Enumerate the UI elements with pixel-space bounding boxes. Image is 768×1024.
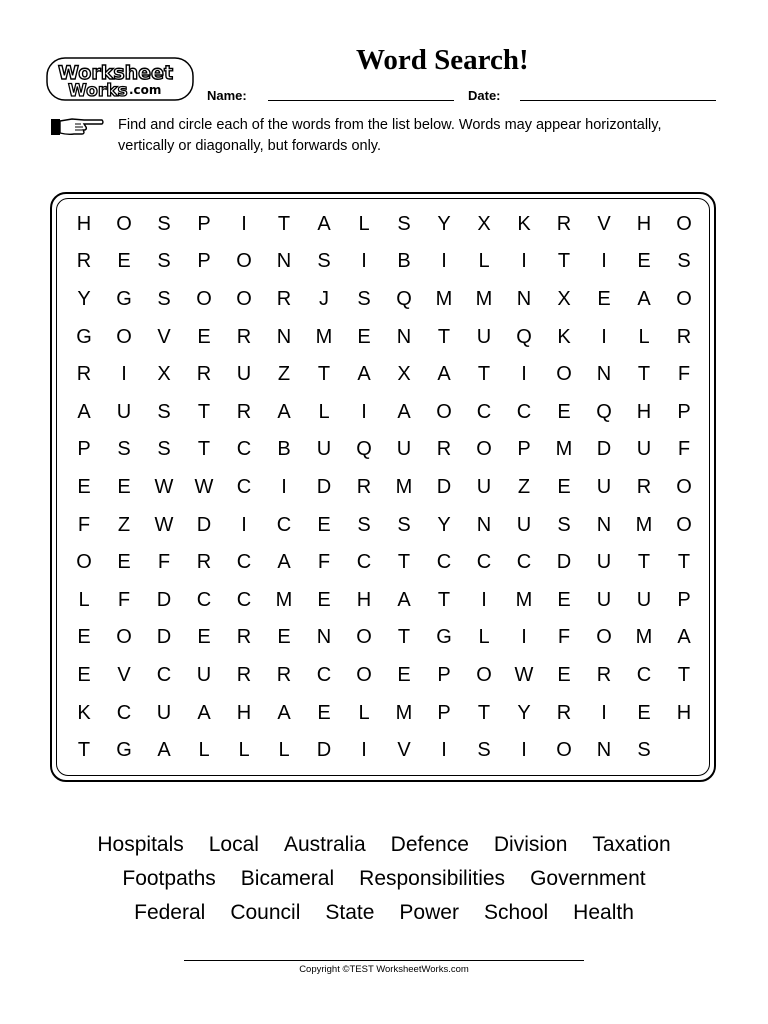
grid-cell[interactable]: U	[476, 475, 492, 498]
page-title: Word Search!	[356, 44, 529, 76]
word-list-item: Defence	[390, 833, 469, 856]
grid-cell[interactable]: V	[117, 663, 131, 686]
grid-cell[interactable]: A	[397, 400, 411, 423]
grid-cell[interactable]: M	[315, 325, 333, 348]
grid-cell[interactable]: A	[317, 212, 331, 235]
grid-cell[interactable]: C	[356, 551, 372, 574]
grid-cell[interactable]: Q	[396, 287, 412, 310]
grid-cell[interactable]: V	[397, 739, 411, 762]
grid-cell[interactable]: O	[556, 363, 572, 386]
grid-cell[interactable]: S	[157, 212, 171, 235]
grid-cell[interactable]: V	[157, 325, 171, 348]
grid-cell[interactable]: H	[76, 212, 92, 235]
grid-row	[64, 581, 704, 619]
grid-cell[interactable]: W	[514, 663, 534, 686]
grid-cell[interactable]: S	[677, 250, 691, 273]
grid-cell[interactable]: L	[358, 701, 370, 724]
grid-cell[interactable]: U	[316, 438, 332, 461]
grid-row	[64, 431, 704, 469]
grid-cell[interactable]: U	[636, 588, 652, 611]
grid-cell[interactable]: I	[601, 701, 607, 724]
grid-cell[interactable]: O	[76, 551, 92, 574]
grid-cell[interactable]: A	[277, 551, 291, 574]
grid-cell[interactable]: R	[676, 325, 692, 348]
grid-cell[interactable]: Z	[517, 475, 531, 498]
grid-cell[interactable]: E	[317, 513, 331, 536]
grid-cell[interactable]: C	[316, 663, 332, 686]
grid-cell[interactable]: I	[521, 626, 527, 649]
grid-cell[interactable]: O	[556, 739, 572, 762]
grid-cell[interactable]: S	[117, 438, 131, 461]
grid-cell[interactable]: H	[636, 212, 652, 235]
grid-cell[interactable]: E	[637, 701, 651, 724]
grid-cell[interactable]: O	[676, 287, 692, 310]
word-list-item: State	[325, 901, 375, 924]
grid-cell[interactable]: R	[276, 663, 292, 686]
grid-cell[interactable]: D	[556, 551, 572, 574]
grid-cell[interactable]: S	[637, 739, 651, 762]
grid-cell[interactable]: I	[601, 325, 607, 348]
grid-cell[interactable]: R	[236, 400, 252, 423]
grid-cell[interactable]: H	[356, 588, 372, 611]
grid-cell[interactable]: T	[197, 400, 211, 423]
grid-cell[interactable]: P	[197, 250, 211, 273]
grid-cell[interactable]: M	[475, 287, 493, 310]
grid-cell[interactable]: I	[121, 363, 127, 386]
word-list-item: Hospitals	[97, 833, 184, 856]
grid-cell[interactable]: I	[441, 250, 447, 273]
grid-cell[interactable]: W	[154, 475, 174, 498]
grid-row	[64, 656, 704, 694]
grid-cell[interactable]: W	[194, 475, 214, 498]
grid-cell[interactable]: D	[596, 438, 612, 461]
grid-cell[interactable]: Z	[277, 363, 291, 386]
worksheetworks-logo	[46, 54, 196, 104]
grid-cell[interactable]: M	[635, 513, 653, 536]
grid-cell[interactable]: E	[117, 475, 131, 498]
grid-cell[interactable]: T	[437, 588, 451, 611]
grid-cell[interactable]: T	[477, 701, 491, 724]
grid-row	[64, 355, 704, 393]
grid-cell[interactable]: F	[157, 551, 171, 574]
grid-cell[interactable]: C	[116, 701, 132, 724]
grid-cell[interactable]: U	[236, 363, 252, 386]
grid-cell[interactable]: C	[636, 663, 652, 686]
copyright: Copyright ©TEST WorksheetWorks.com	[299, 964, 469, 975]
grid-cell[interactable]: S	[157, 250, 171, 273]
grid-cell[interactable]: R	[556, 701, 572, 724]
grid-cell[interactable]: F	[557, 626, 571, 649]
instructions: Find and circle each of the words from the list below. Words may appear horizontally, vertically or diagonally, but forwards only.	[118, 117, 662, 154]
word-list-row	[0, 828, 768, 862]
grid-cell[interactable]: S	[397, 212, 411, 235]
grid-cell[interactable]: U	[596, 475, 612, 498]
word-list-item: Australia	[283, 833, 366, 856]
grid-cell[interactable]: E	[637, 250, 651, 273]
grid-cell[interactable]: H	[236, 701, 252, 724]
grid-cell[interactable]: D	[196, 513, 212, 536]
grid-cell[interactable]: E	[357, 325, 371, 348]
word-list-row	[0, 896, 768, 930]
grid-cell[interactable]: C	[236, 588, 252, 611]
grid-cell[interactable]: N	[476, 513, 492, 536]
grid-cell[interactable]: J	[319, 287, 329, 310]
grid-cell[interactable]: T	[477, 363, 491, 386]
grid-cell[interactable]: P	[677, 400, 691, 423]
grid-cell[interactable]: I	[281, 475, 287, 498]
grid-cell[interactable]: R	[356, 475, 372, 498]
grid-cell[interactable]: M	[275, 588, 293, 611]
grid-cell[interactable]: C	[516, 551, 532, 574]
grid-cell[interactable]: T	[197, 438, 211, 461]
grid-cell[interactable]: A	[277, 400, 291, 423]
grid-cell[interactable]: F	[77, 513, 91, 536]
grid-cell[interactable]: T	[677, 663, 691, 686]
grid-cell[interactable]: X	[477, 212, 491, 235]
grid-cell[interactable]: Q	[596, 400, 612, 423]
logo-line1: Worksheet	[58, 62, 174, 84]
grid-cell[interactable]: D	[316, 739, 332, 762]
grid-row	[64, 280, 704, 318]
grid-cell[interactable]: R	[596, 663, 612, 686]
grid-row	[64, 619, 704, 657]
grid-cell[interactable]: C	[436, 551, 452, 574]
grid-cell[interactable]: I	[601, 250, 607, 273]
word-list-item: School	[483, 901, 549, 924]
grid-cell[interactable]: N	[596, 739, 612, 762]
grid-cell[interactable]: V	[597, 212, 611, 235]
grid-cell[interactable]: R	[76, 363, 92, 386]
grid-cell[interactable]: U	[476, 325, 492, 348]
grid-cell[interactable]: U	[596, 551, 612, 574]
grid-cell[interactable]: I	[241, 513, 247, 536]
grid-cell[interactable]: E	[77, 475, 91, 498]
grid-cell[interactable]: R	[76, 250, 92, 273]
grid-cell[interactable]: E	[77, 663, 91, 686]
grid-cell[interactable]: W	[154, 513, 174, 536]
grid-cell[interactable]: I	[481, 588, 487, 611]
grid-cell[interactable]: U	[116, 400, 132, 423]
grid-cell[interactable]: R	[196, 551, 212, 574]
pointing-hand-icon	[50, 116, 104, 138]
logo-suffix: .com	[129, 83, 162, 97]
grid-cell[interactable]: C	[276, 513, 292, 536]
grid-cell[interactable]: C	[516, 400, 532, 423]
grid-cell[interactable]: M	[555, 438, 573, 461]
grid-cell[interactable]: H	[636, 400, 652, 423]
grid-row	[64, 543, 704, 581]
grid-cell[interactable]: A	[357, 363, 371, 386]
grid-cell[interactable]: L	[78, 588, 90, 611]
grid-cell[interactable]: C	[476, 400, 492, 423]
grid-cell[interactable]: E	[557, 400, 571, 423]
grid-cell[interactable]: I	[521, 739, 527, 762]
word-list-item: Local	[208, 833, 259, 856]
grid-cell[interactable]: O	[476, 663, 492, 686]
grid-cell[interactable]: N	[316, 626, 332, 649]
grid-cell[interactable]: M	[435, 287, 453, 310]
grid-cell[interactable]: K	[517, 212, 531, 235]
grid-cell[interactable]: A	[197, 701, 211, 724]
grid-cell[interactable]: Y	[437, 212, 451, 235]
grid-cell[interactable]: L	[478, 626, 490, 649]
grid-cell[interactable]: S	[357, 287, 371, 310]
grid-cell[interactable]: E	[197, 626, 211, 649]
grid-cell[interactable]: O	[676, 212, 692, 235]
grid-cell[interactable]: D	[316, 475, 332, 498]
grid-cell[interactable]: S	[557, 513, 571, 536]
grid-cell[interactable]: E	[117, 250, 131, 273]
grid-cell[interactable]: B	[397, 250, 411, 273]
grid-cell[interactable]: O	[196, 287, 212, 310]
grid-cell[interactable]: S	[397, 513, 411, 536]
grid-cell[interactable]: H	[676, 701, 692, 724]
grid-cell[interactable]: E	[197, 325, 211, 348]
grid-cell[interactable]: P	[677, 588, 691, 611]
grid-cell[interactable]: C	[156, 663, 172, 686]
grid-cell[interactable]: E	[317, 588, 331, 611]
grid-row	[64, 393, 704, 431]
word-list-item: Responsibilities	[359, 867, 506, 890]
word-list	[0, 828, 768, 930]
grid-cell[interactable]: O	[436, 400, 452, 423]
grid-cell[interactable]: T	[557, 250, 571, 273]
grid-cell[interactable]: T	[637, 363, 651, 386]
grid-cell[interactable]: B	[277, 438, 291, 461]
grid-cell[interactable]: O	[676, 513, 692, 536]
grid-cell[interactable]: E	[277, 626, 291, 649]
grid-cell[interactable]: R	[236, 626, 252, 649]
grid-cell[interactable]: E	[557, 475, 571, 498]
word-list-item: Federal	[134, 901, 206, 924]
grid-cell[interactable]: I	[361, 739, 367, 762]
logo-line2: Works	[68, 81, 128, 101]
grid-cell[interactable]: O	[116, 325, 132, 348]
grid-cell[interactable]: U	[516, 513, 532, 536]
grid-cell[interactable]: X	[157, 363, 171, 386]
grid-row	[64, 243, 704, 281]
grid-cell[interactable]: M	[395, 701, 413, 724]
grid-cell[interactable]: Y	[77, 287, 91, 310]
grid-cell[interactable]: Q	[516, 325, 532, 348]
grid-cell[interactable]: S	[157, 438, 171, 461]
grid-cell[interactable]: T	[637, 551, 651, 574]
grid-cell[interactable]: M	[515, 588, 533, 611]
grid-cell[interactable]: O	[476, 438, 492, 461]
grid-cell[interactable]: L	[238, 739, 250, 762]
grid-cell[interactable]: G	[116, 287, 132, 310]
grid-cell[interactable]: A	[637, 287, 651, 310]
grid-cell[interactable]: G	[436, 626, 452, 649]
grid-row	[64, 468, 704, 506]
grid-cell[interactable]: R	[236, 663, 252, 686]
grid-cell[interactable]: A	[677, 626, 691, 649]
grid-cell[interactable]: T	[277, 212, 291, 235]
grid-cell[interactable]: N	[596, 513, 612, 536]
grid-cell[interactable]: D	[156, 626, 172, 649]
grid-cell[interactable]: C	[236, 475, 252, 498]
grid-cell[interactable]: C	[196, 588, 212, 611]
grid-cell[interactable]: E	[597, 287, 611, 310]
grid-cell[interactable]: M	[395, 475, 413, 498]
grid-cell[interactable]: D	[156, 588, 172, 611]
grid-cell[interactable]: L	[198, 739, 210, 762]
grid-cell[interactable]: X	[397, 363, 411, 386]
name-label: Name:	[207, 88, 247, 103]
grid-cell[interactable]: L	[278, 739, 290, 762]
grid-row	[64, 205, 704, 243]
grid-cell[interactable]: A	[397, 588, 411, 611]
grid-row	[64, 694, 704, 732]
grid-cell[interactable]: E	[397, 663, 411, 686]
grid-cell[interactable]: E	[557, 588, 571, 611]
grid-cell[interactable]: I	[521, 250, 527, 273]
grid-cell[interactable]: U	[636, 438, 652, 461]
grid-cell[interactable]: P	[437, 701, 451, 724]
grid-cell[interactable]: Y	[517, 701, 531, 724]
grid-cell[interactable]: R	[276, 287, 292, 310]
grid-cell[interactable]: Z	[117, 513, 131, 536]
grid-cell[interactable]: N	[276, 250, 292, 273]
grid-cell[interactable]: G	[116, 739, 132, 762]
word-list-item: Division	[493, 833, 568, 856]
date-label: Date:	[468, 88, 501, 103]
grid-cell[interactable]: T	[397, 626, 411, 649]
grid-cell[interactable]: S	[317, 250, 331, 273]
word-list-item: Council	[230, 901, 301, 924]
grid-cell[interactable]: A	[277, 701, 291, 724]
grid-cell[interactable]: R	[636, 475, 652, 498]
grid-cell[interactable]: A	[77, 400, 91, 423]
grid-cell[interactable]: T	[317, 363, 331, 386]
grid-cell[interactable]: C	[236, 551, 252, 574]
grid-cell[interactable]: D	[436, 475, 452, 498]
word-list-row	[0, 862, 768, 896]
grid-cell[interactable]: C	[476, 551, 492, 574]
grid-cell[interactable]: T	[77, 739, 91, 762]
grid-cell[interactable]: P	[197, 212, 211, 235]
grid-cell[interactable]: N	[276, 325, 292, 348]
grid-cell[interactable]: T	[397, 551, 411, 574]
grid-cell[interactable]: O	[236, 250, 252, 273]
grid-cell[interactable]: O	[356, 626, 372, 649]
grid-cell[interactable]: P	[437, 663, 451, 686]
grid-cell[interactable]: Q	[356, 438, 372, 461]
grid-cell[interactable]: K	[557, 325, 571, 348]
letter-grid	[64, 205, 704, 769]
grid-cell[interactable]: E	[117, 551, 131, 574]
grid-cell[interactable]: U	[596, 588, 612, 611]
grid-cell[interactable]: R	[556, 212, 572, 235]
grid-cell[interactable]: I	[241, 212, 247, 235]
grid-cell[interactable]: L	[478, 250, 490, 273]
grid-cell[interactable]: K	[77, 701, 91, 724]
grid-cell[interactable]: F	[117, 588, 131, 611]
grid-cell[interactable]: O	[116, 626, 132, 649]
footer-rule	[184, 960, 584, 961]
word-list-item: Government	[530, 867, 646, 890]
word-list-item: Power	[399, 901, 459, 924]
grid-cell[interactable]: L	[358, 212, 370, 235]
grid-cell[interactable]: U	[196, 663, 212, 686]
grid-cell[interactable]: T	[437, 325, 451, 348]
grid-cell[interactable]: G	[76, 325, 92, 348]
grid-cell[interactable]: F	[677, 438, 691, 461]
grid-cell[interactable]: E	[317, 701, 331, 724]
word-list-item: Health	[573, 901, 634, 924]
grid-cell[interactable]: R	[436, 438, 452, 461]
grid-cell[interactable]: P	[77, 438, 91, 461]
grid-cell[interactable]: R	[236, 325, 252, 348]
grid-cell[interactable]: C	[236, 438, 252, 461]
grid-row	[64, 318, 704, 356]
grid-cell[interactable]: L	[318, 400, 330, 423]
grid-cell[interactable]: S	[157, 400, 171, 423]
grid-cell[interactable]: E	[557, 663, 571, 686]
name-field[interactable]	[268, 100, 454, 101]
grid-cell[interactable]: R	[196, 363, 212, 386]
grid-cell[interactable]: A	[157, 739, 171, 762]
grid-row	[64, 506, 704, 544]
grid-cell[interactable]: O	[676, 475, 692, 498]
grid-cell[interactable]: L	[638, 325, 650, 348]
grid-cell[interactable]: I	[361, 250, 367, 273]
date-field[interactable]	[520, 100, 716, 101]
word-list-item: Footpaths	[122, 867, 216, 890]
grid-cell[interactable]: O	[116, 212, 132, 235]
grid-cell[interactable]: S	[357, 513, 371, 536]
grid-cell[interactable]: F	[677, 363, 691, 386]
grid-row	[64, 731, 704, 769]
grid-cell[interactable]: S	[477, 739, 491, 762]
grid-cell[interactable]: N	[516, 287, 532, 310]
grid-cell[interactable]: T	[677, 551, 691, 574]
grid-cell[interactable]: N	[396, 325, 412, 348]
word-list-item: Bicameral	[240, 867, 335, 890]
grid-cell[interactable]: P	[517, 438, 531, 461]
grid-cell[interactable]: Y	[437, 513, 451, 536]
grid-cell[interactable]: S	[157, 287, 171, 310]
grid-cell[interactable]: I	[441, 739, 447, 762]
grid-cell[interactable]: A	[437, 363, 451, 386]
grid-cell[interactable]: O	[236, 287, 252, 310]
word-list-item: Taxation	[592, 833, 671, 856]
grid-cell[interactable]: M	[635, 626, 653, 649]
grid-cell[interactable]: X	[557, 287, 571, 310]
grid-cell[interactable]: N	[596, 363, 612, 386]
grid-cell[interactable]: I	[361, 400, 367, 423]
grid-cell[interactable]: U	[156, 701, 172, 724]
grid-cell[interactable]: I	[521, 363, 527, 386]
grid-cell[interactable]: U	[396, 438, 412, 461]
grid-cell[interactable]: F	[317, 551, 331, 574]
grid-cell[interactable]: O	[356, 663, 372, 686]
grid-cell[interactable]: O	[596, 626, 612, 649]
grid-cell[interactable]: E	[77, 626, 91, 649]
